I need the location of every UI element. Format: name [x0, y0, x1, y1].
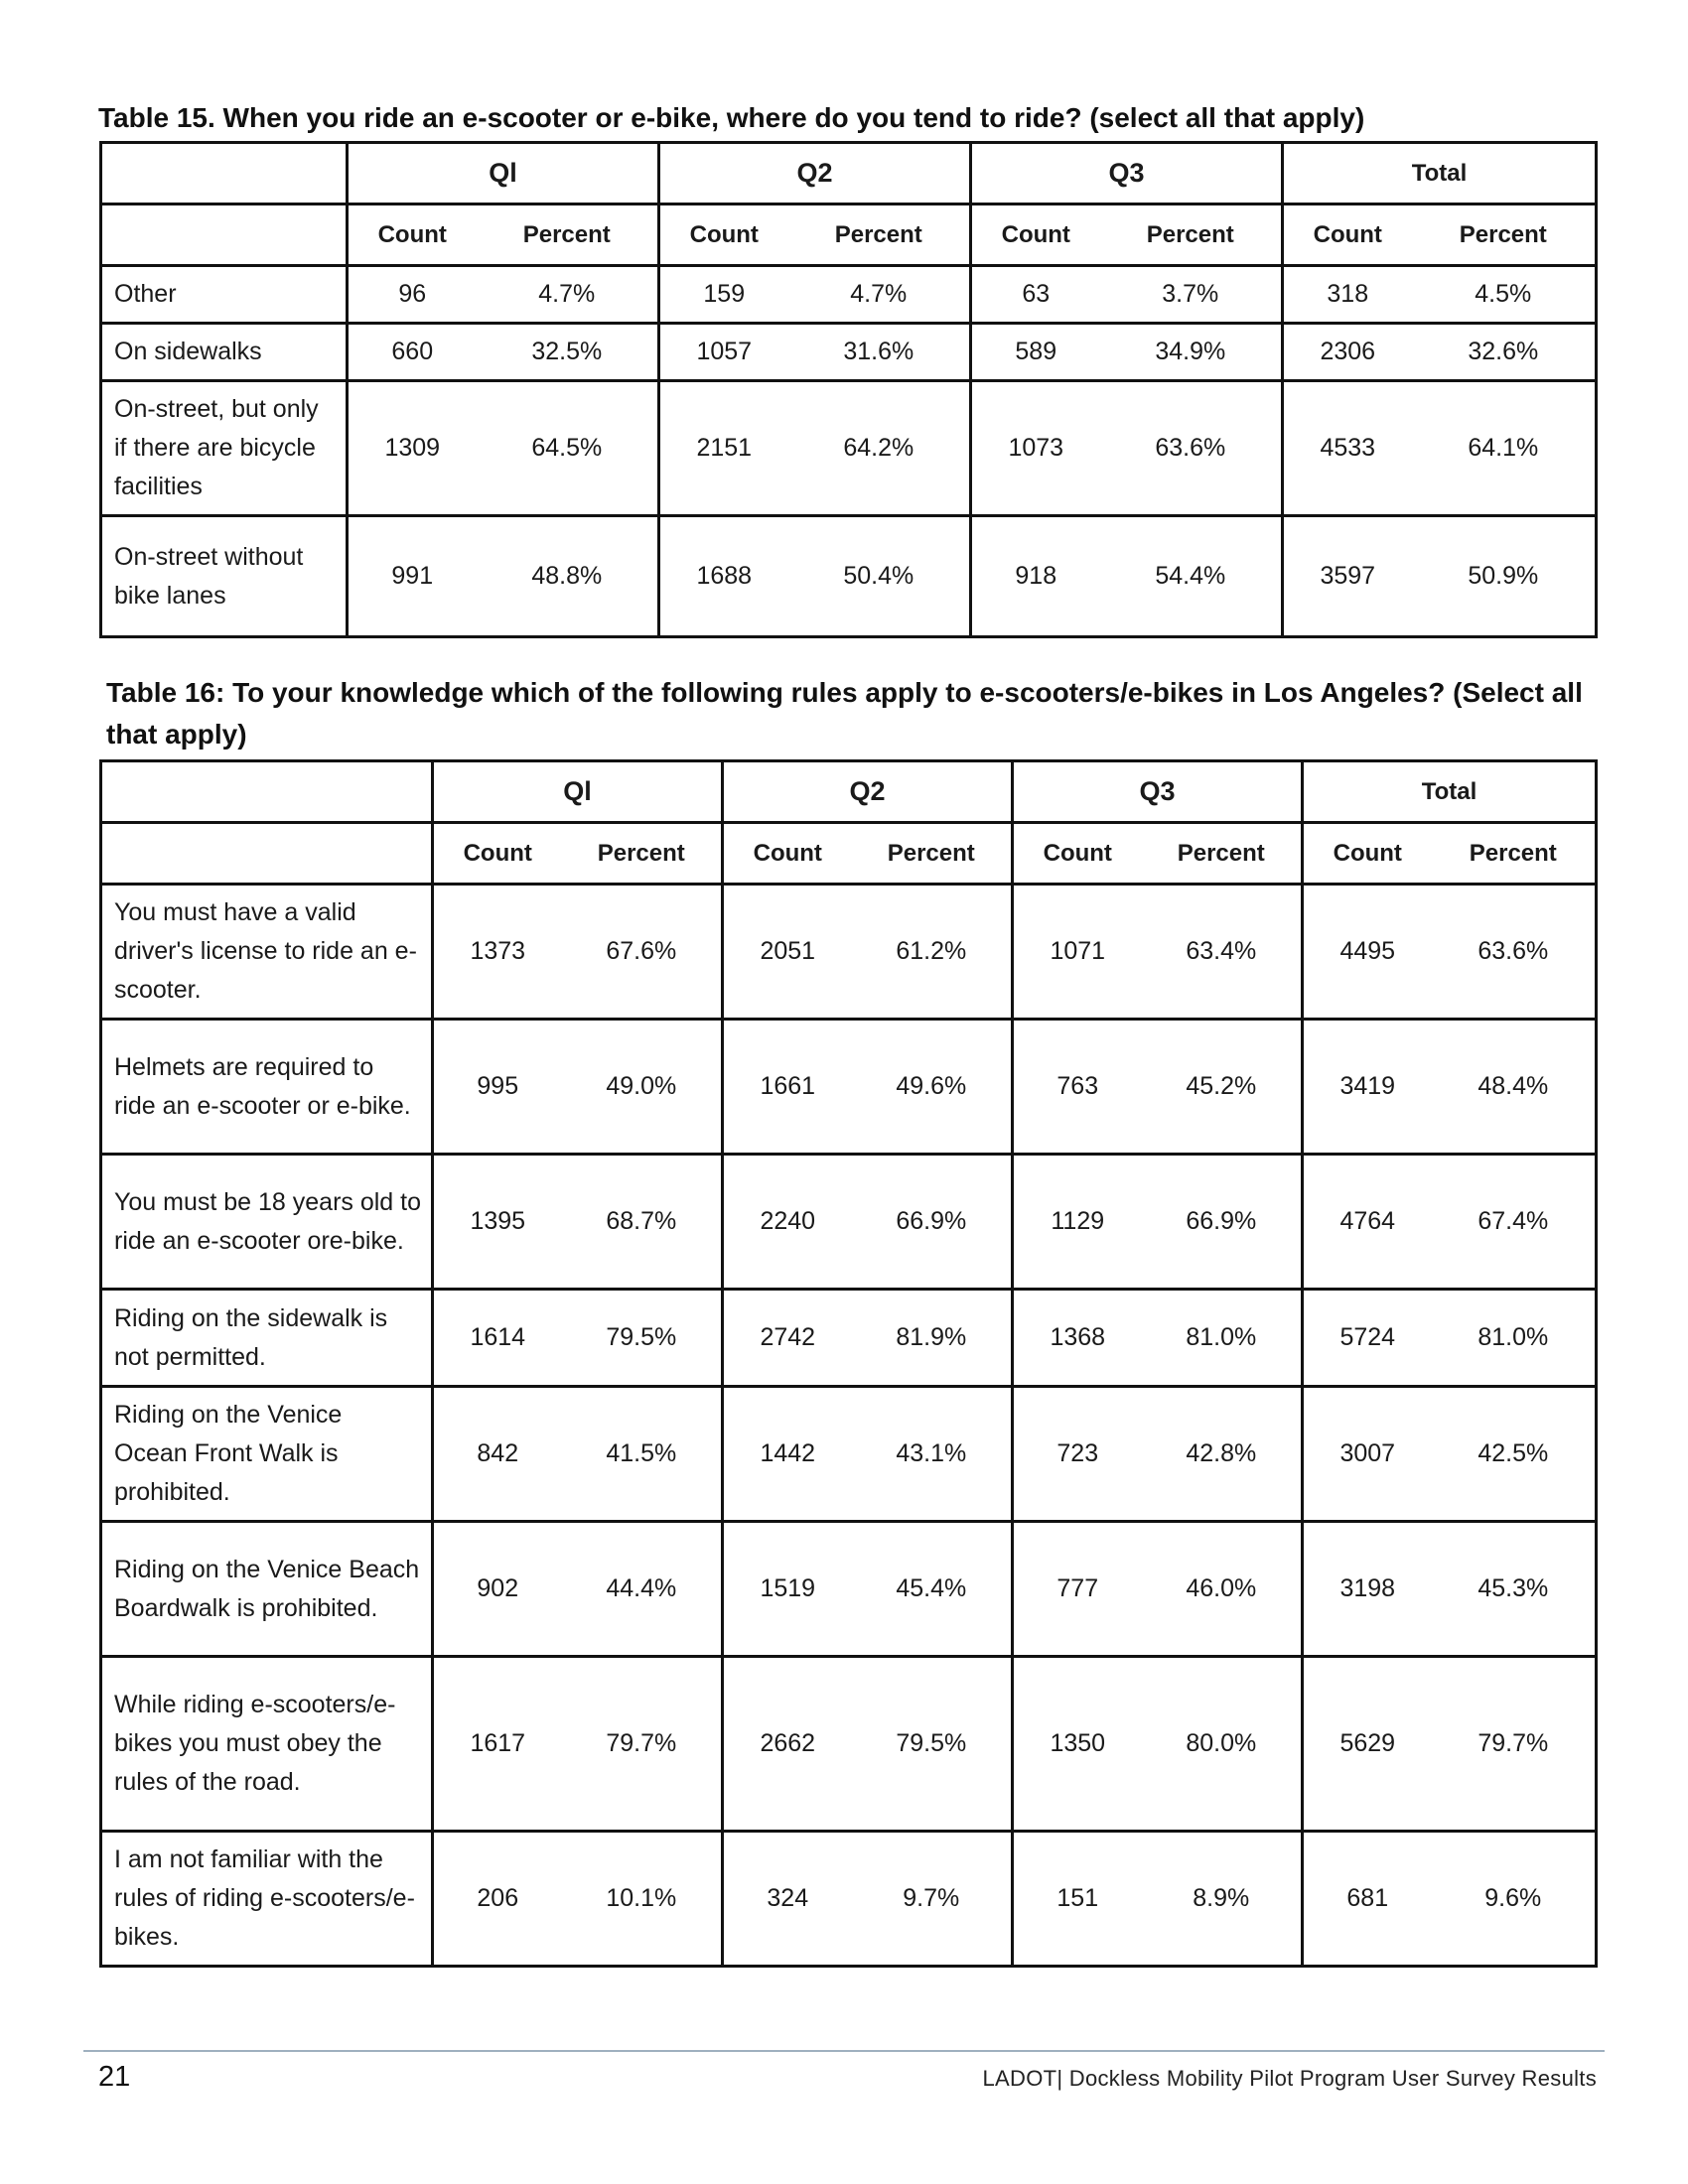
percent-cell: 50.4% — [788, 516, 971, 637]
count-header: Count — [1303, 823, 1432, 885]
percent-cell: 48.4% — [1432, 1020, 1597, 1155]
table-row — [101, 266, 1597, 324]
count-cell: 2240 — [723, 1155, 852, 1290]
count-cell: 723 — [1013, 1387, 1142, 1522]
count-cell: 2742 — [723, 1290, 852, 1387]
percent-cell: 81.0% — [1432, 1290, 1597, 1387]
percent-cell: 4.5% — [1412, 266, 1597, 324]
corner-cell — [101, 823, 433, 885]
count-cell: 995 — [433, 1020, 562, 1155]
group-header-q2: Q2 — [723, 761, 1013, 823]
count-cell: 902 — [433, 1522, 562, 1657]
corner-cell — [101, 143, 348, 205]
count-header: Count — [659, 205, 788, 266]
percent-header: Percent — [1432, 823, 1597, 885]
count-cell: 63 — [971, 266, 1100, 324]
count-cell: 318 — [1283, 266, 1412, 324]
percent-header: Percent — [1142, 823, 1303, 885]
percent-cell: 66.9% — [1142, 1155, 1303, 1290]
subheader-row — [101, 205, 1597, 266]
count-cell: 2306 — [1283, 324, 1412, 381]
table-row — [101, 1387, 1597, 1522]
page-number: 21 — [98, 2061, 131, 2093]
percent-cell: 49.0% — [562, 1020, 723, 1155]
percent-cell: 45.2% — [1142, 1020, 1303, 1155]
count-header: Count — [1013, 823, 1142, 885]
count-cell: 2151 — [659, 381, 788, 516]
count-cell: 3198 — [1303, 1522, 1432, 1657]
table-row — [101, 1522, 1597, 1657]
percent-header: Percent — [562, 823, 723, 885]
corner-cell — [101, 205, 348, 266]
group-header-q3: Q3 — [971, 143, 1283, 205]
count-cell: 96 — [348, 266, 477, 324]
group-header-q3: Q3 — [1013, 761, 1303, 823]
percent-cell: 79.5% — [562, 1290, 723, 1387]
percent-cell: 79.7% — [562, 1657, 723, 1832]
count-cell: 1071 — [1013, 885, 1142, 1020]
percent-cell: 10.1% — [562, 1832, 723, 1967]
count-cell: 589 — [971, 324, 1100, 381]
percent-cell: 54.4% — [1100, 516, 1283, 637]
count-cell: 1442 — [723, 1387, 852, 1522]
percent-header: Percent — [1100, 205, 1283, 266]
row-label: I am not familiar with the rules of riding e-scooters/e-bikes. — [101, 1832, 433, 1967]
count-header: Count — [723, 823, 852, 885]
count-cell: 1129 — [1013, 1155, 1142, 1290]
count-cell: 2662 — [723, 1657, 852, 1832]
count-cell: 1617 — [433, 1657, 562, 1832]
percent-cell: 67.6% — [562, 885, 723, 1020]
group-header-total: Total — [1283, 143, 1597, 205]
count-cell: 681 — [1303, 1832, 1432, 1967]
table-row — [101, 1290, 1597, 1387]
percent-header: Percent — [788, 205, 971, 266]
percent-cell: 81.0% — [1142, 1290, 1303, 1387]
footer-text: LADOT| Dockless Mobility Pilot Program User Survey Results — [982, 2066, 1597, 2091]
row-label: You must have a valid driver's license to ride an e-scooter. — [101, 885, 433, 1020]
count-cell: 5629 — [1303, 1657, 1432, 1832]
group-header-q1: Ql — [433, 761, 723, 823]
count-cell: 4764 — [1303, 1155, 1432, 1290]
percent-cell: 66.9% — [852, 1155, 1013, 1290]
count-header: Count — [1283, 205, 1412, 266]
count-cell: 842 — [433, 1387, 562, 1522]
row-label: Riding on the Venice Beach Boardwalk is prohibited. — [101, 1522, 433, 1657]
count-cell: 1688 — [659, 516, 788, 637]
row-label: Helmets are required to ride an e-scooter or e-bike. — [101, 1020, 433, 1155]
count-cell: 1309 — [348, 381, 477, 516]
count-header: Count — [433, 823, 562, 885]
table-16-title: Table 16: To your knowledge which of the following rules apply to e-scooters/e-bikes in Los Angeles? (Select all that apply) — [106, 677, 1583, 750]
table-15 — [99, 141, 1598, 638]
percent-cell: 3.7% — [1100, 266, 1283, 324]
corner-cell — [101, 761, 433, 823]
count-cell: 3597 — [1283, 516, 1412, 637]
table-row — [101, 324, 1597, 381]
row-label: Riding on the Venice Ocean Front Walk is prohibited. — [101, 1387, 433, 1522]
percent-cell: 9.7% — [852, 1832, 1013, 1967]
count-cell: 3007 — [1303, 1387, 1432, 1522]
percent-cell: 61.2% — [852, 885, 1013, 1020]
percent-cell: 32.6% — [1412, 324, 1597, 381]
group-header-row — [101, 143, 1597, 205]
count-cell: 777 — [1013, 1522, 1142, 1657]
table-row — [101, 1832, 1597, 1967]
percent-cell: 64.2% — [788, 381, 971, 516]
count-cell: 5724 — [1303, 1290, 1432, 1387]
percent-cell: 42.5% — [1432, 1387, 1597, 1522]
percent-cell: 63.6% — [1100, 381, 1283, 516]
count-cell: 1350 — [1013, 1657, 1142, 1832]
count-cell: 1661 — [723, 1020, 852, 1155]
percent-cell: 34.9% — [1100, 324, 1283, 381]
subheader-row — [101, 823, 1597, 885]
percent-cell: 63.4% — [1142, 885, 1303, 1020]
table-16 — [99, 759, 1598, 1968]
count-cell: 1519 — [723, 1522, 852, 1657]
percent-cell: 64.1% — [1412, 381, 1597, 516]
row-label: On sidewalks — [101, 324, 348, 381]
count-cell: 918 — [971, 516, 1100, 637]
percent-cell: 46.0% — [1142, 1522, 1303, 1657]
percent-cell: 32.5% — [477, 324, 659, 381]
percent-cell: 81.9% — [852, 1290, 1013, 1387]
percent-cell: 79.5% — [852, 1657, 1013, 1832]
percent-cell: 8.9% — [1142, 1832, 1303, 1967]
row-label: Riding on the sidewalk is not permitted. — [101, 1290, 433, 1387]
table-row — [101, 885, 1597, 1020]
percent-cell: 45.3% — [1432, 1522, 1597, 1657]
table-row — [101, 1020, 1597, 1155]
group-header-total: Total — [1303, 761, 1597, 823]
count-cell: 206 — [433, 1832, 562, 1967]
percent-cell: 44.4% — [562, 1522, 723, 1657]
table-row — [101, 381, 1597, 516]
percent-cell: 42.8% — [1142, 1387, 1303, 1522]
table-row — [101, 1657, 1597, 1832]
percent-cell: 4.7% — [788, 266, 971, 324]
table-row — [101, 516, 1597, 637]
percent-cell: 64.5% — [477, 381, 659, 516]
percent-cell: 41.5% — [562, 1387, 723, 1522]
percent-cell: 31.6% — [788, 324, 971, 381]
percent-cell: 50.9% — [1412, 516, 1597, 637]
percent-cell: 4.7% — [477, 266, 659, 324]
count-cell: 4495 — [1303, 885, 1432, 1020]
count-cell: 1368 — [1013, 1290, 1142, 1387]
count-cell: 763 — [1013, 1020, 1142, 1155]
percent-cell: 43.1% — [852, 1387, 1013, 1522]
count-cell: 3419 — [1303, 1020, 1432, 1155]
count-cell: 1057 — [659, 324, 788, 381]
count-cell: 159 — [659, 266, 788, 324]
count-header: Count — [348, 205, 477, 266]
percent-cell: 68.7% — [562, 1155, 723, 1290]
percent-cell: 67.4% — [1432, 1155, 1597, 1290]
row-label: On-street without bike lanes — [101, 516, 348, 637]
row-label: On-street, but only if there are bicycle facilities — [101, 381, 348, 516]
count-cell: 4533 — [1283, 381, 1412, 516]
percent-header: Percent — [852, 823, 1013, 885]
count-cell: 991 — [348, 516, 477, 637]
count-cell: 660 — [348, 324, 477, 381]
count-cell: 1395 — [433, 1155, 562, 1290]
percent-cell: 80.0% — [1142, 1657, 1303, 1832]
row-label: While riding e-scooters/e-bikes you must obey the rules of the road. — [101, 1657, 433, 1832]
percent-header: Percent — [1412, 205, 1597, 266]
group-header-q2: Q2 — [659, 143, 971, 205]
count-cell: 2051 — [723, 885, 852, 1020]
count-cell: 1073 — [971, 381, 1100, 516]
footer-divider — [83, 2050, 1605, 2052]
percent-cell: 79.7% — [1432, 1657, 1597, 1832]
percent-cell: 63.6% — [1432, 885, 1597, 1020]
percent-cell: 45.4% — [852, 1522, 1013, 1657]
table-15-title: Table 15. When you ride an e-scooter or e-bike, where do you tend to ride? (select all that apply) — [98, 102, 1365, 133]
percent-cell: 49.6% — [852, 1020, 1013, 1155]
percent-cell: 48.8% — [477, 516, 659, 637]
row-label: Other — [101, 266, 348, 324]
count-cell: 1373 — [433, 885, 562, 1020]
group-header-row — [101, 761, 1597, 823]
table-row — [101, 1155, 1597, 1290]
percent-cell: 9.6% — [1432, 1832, 1597, 1967]
count-cell: 1614 — [433, 1290, 562, 1387]
count-header: Count — [971, 205, 1100, 266]
count-cell: 324 — [723, 1832, 852, 1967]
group-header-q1: Ql — [348, 143, 659, 205]
count-cell: 151 — [1013, 1832, 1142, 1967]
row-label: You must be 18 years old to ride an e-scooter ore-bike. — [101, 1155, 433, 1290]
percent-header: Percent — [477, 205, 659, 266]
